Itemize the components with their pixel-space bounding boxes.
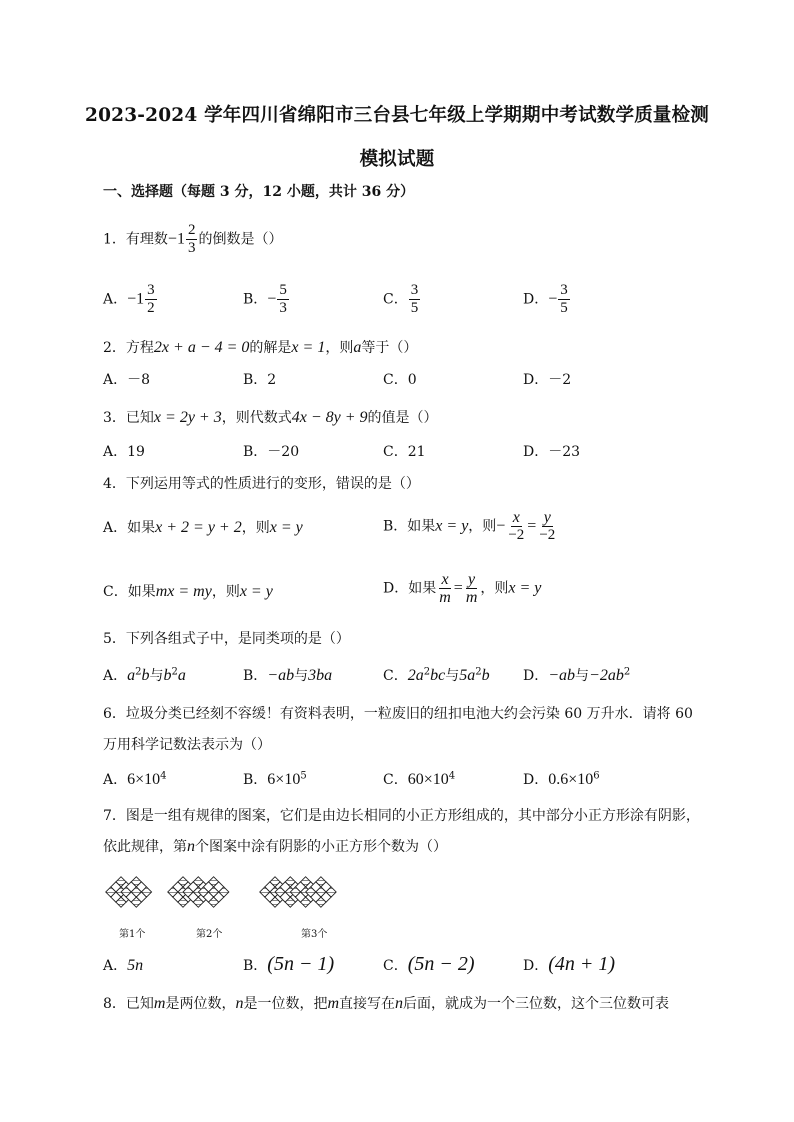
exam-title-line2: 模拟试题 <box>359 149 435 170</box>
question-7-option-a: A．5n <box>103 957 144 974</box>
question-2-option-d: D．－2 <box>523 372 572 388</box>
question-4-option-c: C．如果mx = my，则x = y <box>103 583 273 600</box>
question-4-option-d: D．如果 $\frac{x}{m}$ = $\frac{y}{m}$ ，则x = y <box>383 571 542 606</box>
question-1-option-c: C． $\frac{3}{5}$ <box>383 282 419 316</box>
question-6-option-b: B．$6\times 10^5$ <box>243 770 307 788</box>
figure-label-3: 第3个 <box>301 929 328 940</box>
question-4-option-b: B．如果x = y，则− $\frac{x}{-2}$ = $\frac{y}{-2}$ <box>383 509 556 543</box>
question-5-option-c: C．$2a^2bc$与$5a^2b$ <box>383 666 490 684</box>
question-8-stem: 8．已知m是两位数，n是一位数，把m直接写在n后面，就成为一个三位数，这个三位数可表 <box>103 995 670 1012</box>
question-2-option-c: C．0 <box>383 372 417 388</box>
pattern-figure <box>105 866 365 922</box>
question-4-option-a: A．如果x + 2 = y + 2，则x = y <box>103 519 303 536</box>
question-6-option-d: D．$0.6\times 10^6$ <box>523 770 600 788</box>
question-3-option-c: C．21 <box>383 444 426 460</box>
question-1-option-b: B．− $\frac{5}{3}$ <box>243 282 287 316</box>
question-3-stem: 3．已知x = 2y + 3，则代数式4x − 8y + 9的值是（） <box>103 409 438 426</box>
section-heading: 一、选择题（每题 3 分，12 小题，共计 36 分） <box>103 184 415 200</box>
figure-label-2: 第2个 <box>196 929 223 940</box>
question-5-option-d: D．−ab与$-2ab^2$ <box>523 666 631 684</box>
question-5-option-a: A．$a^2b$与$b^2a$ <box>103 666 186 684</box>
question-1-option-a: A．−1 $\frac{3}{2}$ <box>103 282 155 316</box>
fraction: $\frac{2}{3}$ <box>187 222 196 256</box>
question-7-option-b: B．(5n − 1) <box>243 953 335 975</box>
figure-label-1: 第1个 <box>119 929 146 940</box>
question-6-stem-line2: 万用科学记数法表示为（） <box>103 737 271 753</box>
question-6-stem-line1: 6．垃圾分类已经刻不容缓！有资料表明，一粒废旧的纽扣电池大约会污染 60 万升水．请将 60 <box>103 706 693 722</box>
question-1-stem: 1．有理数−1 $\frac{2}{3}$ 的倒数是（） <box>103 222 283 256</box>
question-6-option-a: A．$6\times 10^4$ <box>103 770 167 788</box>
question-4-stem: 4．下列运用等式的性质进行的变形，错误的是（） <box>103 476 420 492</box>
question-1-option-d: D．− $\frac{3}{5}$ <box>523 282 568 316</box>
question-5-option-b: B．−ab与3ba <box>243 667 333 684</box>
question-6-option-c: C．$60\times 10^4$ <box>383 770 456 788</box>
question-7-stem-line2: 依此规律，第n个图案中涂有阴影的小正方形个数为（） <box>103 838 447 855</box>
question-2-option-b: B．2 <box>243 372 277 388</box>
question-7-option-c: C．(5n − 2) <box>383 953 475 975</box>
exam-title-line1: 2023-2024 学年四川省绵阳市三台县七年级上学期期中考试数学质量检测 <box>85 105 709 126</box>
question-3-option-b: B．－20 <box>243 444 300 460</box>
question-5-stem: 5．下列各组式子中，是同类项的是（） <box>103 631 350 647</box>
question-2-stem: 2．方程2x + a − 4 = 0的解是x = 1，则a等于（） <box>103 339 418 356</box>
question-3-option-d: D．－23 <box>523 444 581 460</box>
question-7-stem-line1: 7．图是一组有规律的图案，它们是由边长相同的小正方形组成的，其中部分小正方形涂有阴影， <box>103 808 700 824</box>
question-3-option-a: A．19 <box>103 444 145 460</box>
question-7-option-d: D．(4n + 1) <box>523 953 616 975</box>
question-2-option-a: A．－8 <box>103 372 151 388</box>
